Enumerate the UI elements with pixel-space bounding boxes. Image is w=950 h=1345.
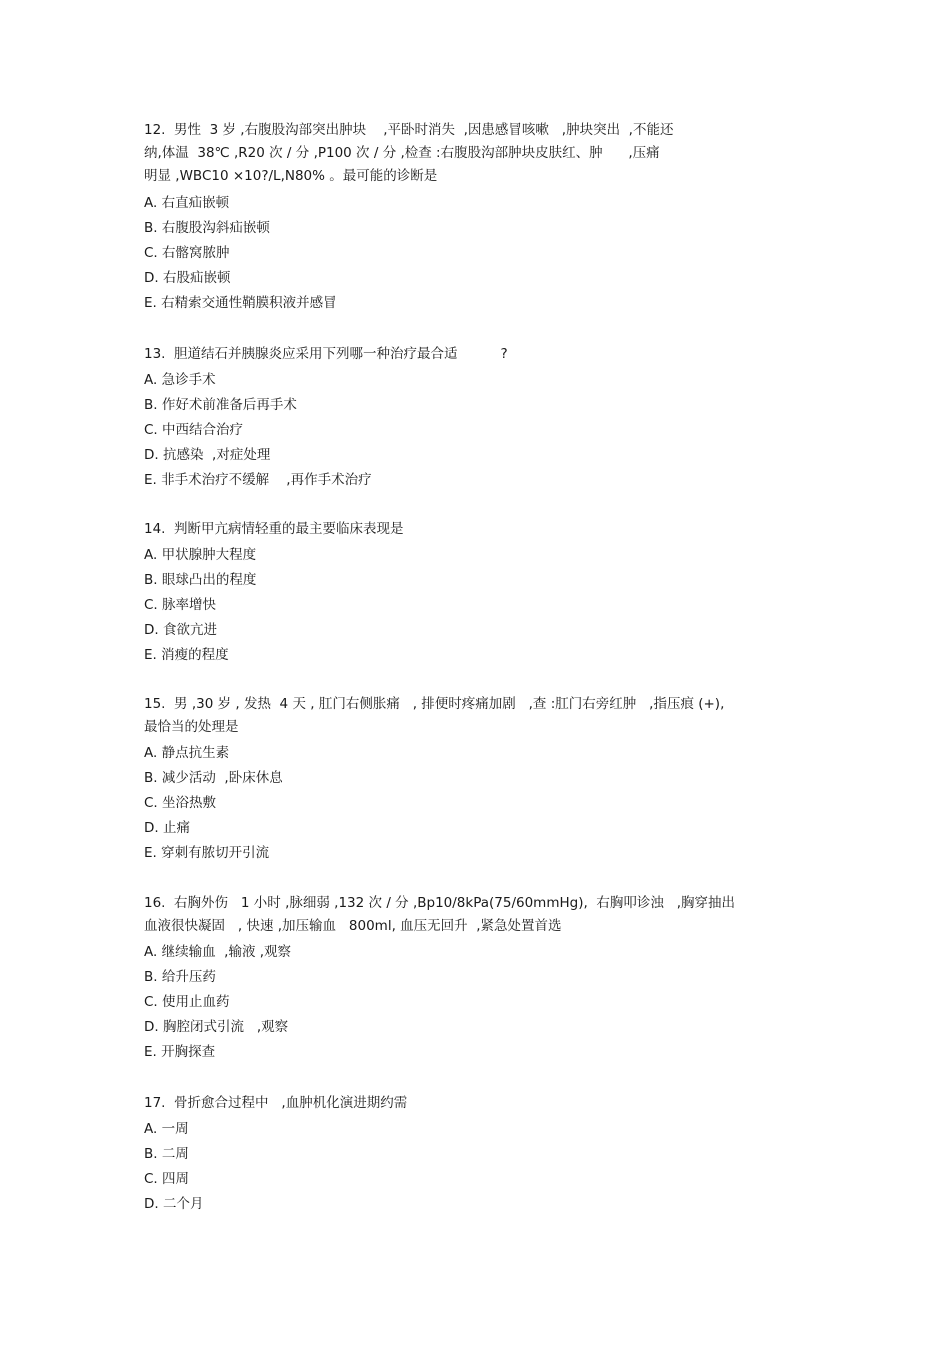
question-stem-line: 13. 胆道结石并胰腺炎应采用下列哪一种治疗最合适 ?	[144, 346, 508, 362]
question-13	[144, 343, 784, 493]
answer-option: B. 减少活动 ,卧床休息	[144, 770, 283, 786]
answer-option: C. 坐浴热敷	[144, 795, 217, 811]
answer-option: E. 右精索交通性鞘膜积液并感冒	[144, 295, 337, 311]
answer-option: D. 右股疝嵌顿	[144, 270, 231, 286]
answer-option: D. 胸腔闭式引流 ,观察	[144, 1019, 289, 1035]
answer-option: D. 二个月	[144, 1196, 204, 1212]
answer-option: A. 继续输血 ,输液 ,观察	[144, 944, 292, 960]
answer-option: B. 二周	[144, 1146, 189, 1162]
answer-option: D. 止痛	[144, 820, 190, 836]
question-17	[144, 1092, 784, 1217]
question-14	[144, 518, 784, 668]
question-stem-line: 17. 骨折愈合过程中 ,血肿机化演进期约需	[144, 1095, 408, 1111]
answer-option: C. 四周	[144, 1171, 190, 1187]
question-12	[144, 119, 784, 316]
question-stem-line: 明显 ,WBC10 ×10?/L,N80% 。最可能的诊断是	[144, 168, 438, 184]
answer-option: E. 消瘦的程度	[144, 647, 229, 663]
question-16	[144, 892, 784, 1065]
answer-option: C. 中西结合治疗	[144, 422, 244, 438]
question-stem-line: 血液很快凝固 , 快速 ,加压输血 800ml, 血压无回升 ,紧急处置首选	[144, 918, 562, 934]
question-stem-line: 14. 判断甲亢病情轻重的最主要临床表现是	[144, 521, 404, 537]
answer-option: A. 甲状腺肿大程度	[144, 547, 257, 563]
answer-option: D. 抗感染 ,对症处理	[144, 447, 271, 463]
answer-option: C. 右髂窝脓肿	[144, 245, 230, 261]
answer-option: D. 食欲亢进	[144, 622, 217, 638]
answer-option: A. 急诊手术	[144, 372, 216, 388]
answer-option: E. 非手术治疗不缓解 ,再作手术治疗	[144, 472, 372, 488]
question-stem-line: 15. 男 ,30 岁 , 发热 4 天 , 肛门右侧胀痛 , 排便时疼痛加剧 ,查 :肛门右旁红肿 ,指压痕 (+),	[144, 696, 725, 712]
question-stem-line: 最恰当的处理是	[144, 719, 239, 735]
answer-option: A. 右直疝嵌顿	[144, 195, 230, 211]
answer-option: E. 穿刺有脓切开引流	[144, 845, 270, 861]
answer-option: B. 眼球凸出的程度	[144, 572, 257, 588]
question-stem-line: 16. 右胸外伤 1 小时 ,脉细弱 ,132 次 / 分 ,Bp10/8kPa(75/60mmHg), 右胸叩诊浊 ,胸穿抽出	[144, 895, 736, 911]
answer-option: A. 一周	[144, 1121, 189, 1137]
question-15	[144, 693, 784, 866]
answer-option: B. 给升压药	[144, 969, 216, 985]
question-stem-line: 12. 男性 3 岁 ,右腹股沟部突出肿块 ,平卧时消失 ,因患感冒咳嗽 ,肿块突出 ,不能还	[144, 122, 674, 138]
answer-option: C. 脉率增快	[144, 597, 217, 613]
question-stem-line: 纳,体温 38℃ ,R20 次 / 分 ,P100 次 / 分 ,检查 :右腹股沟部肿块皮肤红、肿 ,压痛	[144, 145, 660, 161]
answer-option: A. 静点抗生素	[144, 745, 230, 761]
answer-option: B. 作好术前准备后再手术	[144, 397, 297, 413]
answer-option: C. 使用止血药	[144, 994, 230, 1010]
answer-option: E. 开胸探查	[144, 1044, 216, 1060]
answer-option: B. 右腹股沟斜疝嵌顿	[144, 220, 270, 236]
